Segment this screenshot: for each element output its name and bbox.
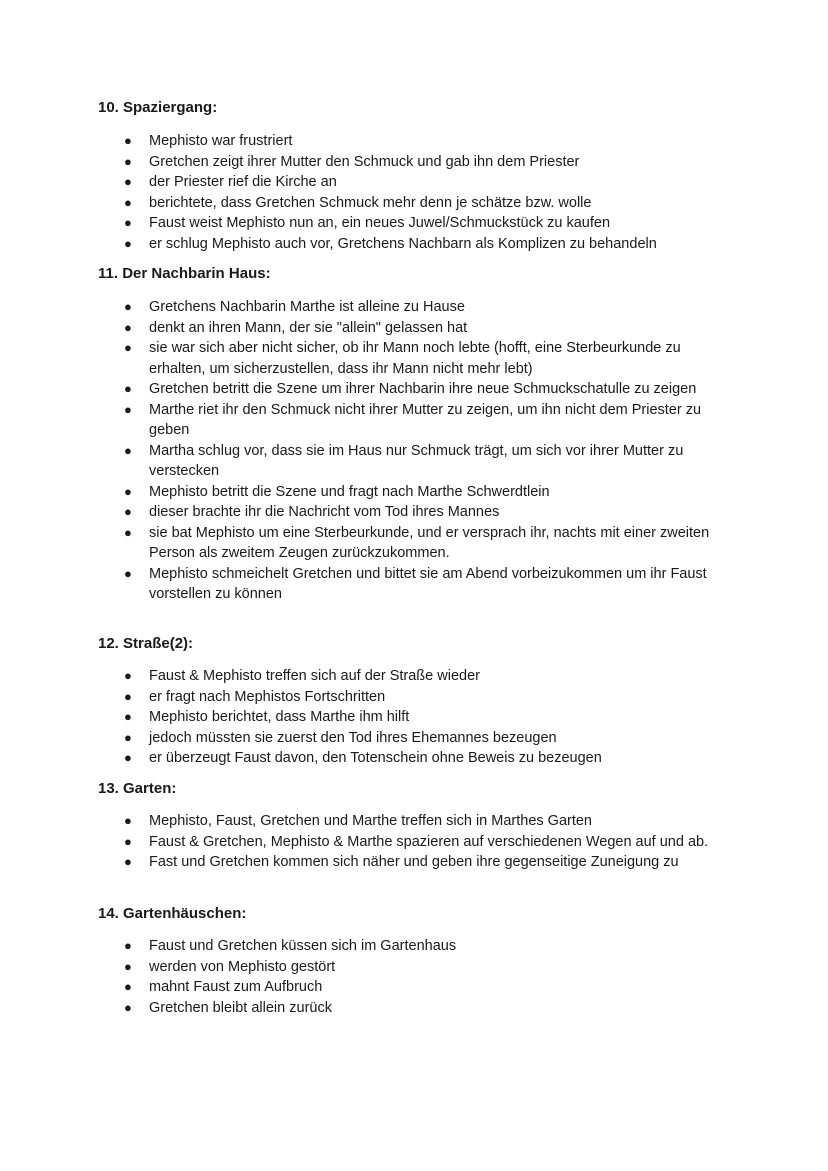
bullet-icon: ● [124,709,132,724]
bullet-icon: ● [124,813,132,828]
bullet-icon: ● [124,565,132,581]
bullet-icon: ● [124,215,132,230]
list-item: ● Faust und Gretchen küssen sich im Gartenhaus [0,936,729,957]
bullet-list [0,936,828,1018]
bullet-icon: ● [124,235,132,251]
list-item: ● Mephisto berichtet, dass Marthe ihm hilft [0,707,729,728]
list-item: ● jedoch müssten sie zuerst den Tod ihres Ehemannes bezeugen [0,728,729,749]
list-item: ● denkt an ihren Mann, der sie "allein" gelassen hat [0,318,729,339]
list-item: ● der Priester rief die Kirche an [0,172,729,193]
section-heading: 10. Spaziergang: [98,99,218,116]
list-item: ● Faust & Mephisto treffen sich auf der Straße wieder [0,666,729,687]
list-item: ● Faust & Gretchen, Mephisto & Marthe spazieren auf verschiedenen Wegen auf und ab. [0,832,729,853]
section-heading: 12. Straße(2): [98,635,194,652]
list-item: ● Mephisto war frustriert [0,131,729,152]
list-item: ● Gretchen betritt die Szene um ihrer Nachbarin ihre neue Schmuckschatulle zu zeigen [0,379,729,400]
list-item: ● Gretchen bleibt allein zurück [0,998,729,1019]
list-item: ● mahnt Faust zum Aufbruch [0,977,729,998]
bullet-icon: ● [124,194,132,210]
bullet-icon: ● [124,401,132,417]
list-item: ● er schlug Mephisto auch vor, Gretchens Nachbarn als Komplizen zu behandeln [0,234,729,255]
bullet-icon: ● [124,319,132,335]
bullet-icon: ● [124,442,132,458]
bullet-icon: ● [124,750,132,765]
bullet-icon: ● [124,133,132,148]
list-item: ● er überzeugt Faust davon, den Totenschein ohne Beweis zu bezeugen [0,748,729,769]
list-item: ● Fast und Gretchen kommen sich näher und geben ihre gegenseitige Zuneigung zu [0,852,729,873]
list-item: ● er fragt nach Mephistos Fortschritten [0,687,729,708]
list-item: ● Mephisto betritt die Szene und fragt nach Marthe Schwerdtlein [0,482,729,503]
bullet-icon: ● [124,340,132,355]
bullet-icon: ● [124,381,132,396]
list-item: ● dieser brachte ihr die Nachricht vom Tod ihres Mannes [0,502,729,523]
list-item: ● Marthe riet ihr den Schmuck nicht ihrer Mutter zu zeigen, um ihn nicht dem Priester zu geben [124,401,702,438]
bullet-icon: ● [124,504,132,519]
list-item: ● Mephisto schmeichelt Gretchen und bittet sie am Abend vorbeizukommen um ihr Faust vorstellen zu können [124,565,707,602]
list-item: ● Gretchen zeigt ihrer Mutter den Schmuck und gab ihn dem Priester [0,152,729,173]
list-item: ● Faust weist Mephisto nun an, ein neues Juwel/Schmuckstück zu kaufen [0,213,729,234]
bullet-list [0,811,828,873]
bullet-list [0,666,828,769]
bullet-icon: ● [124,938,132,953]
bullet-icon: ● [124,483,132,499]
list-item: ● sie war sich aber nicht sicher, ob ihr Mann noch lebte (hofft, eine Sterbeurkunde zu erhalten, um sicherzustellen, dass ihr Mann nicht mehr lebt) [124,340,681,377]
bullet-icon: ● [124,979,132,994]
list-item: ● berichtete, dass Gretchen Schmuck mehr denn je schätze bzw. wolle [0,193,729,214]
bullet-icon: ● [124,729,132,745]
list-item: ● werden von Mephisto gestört [0,957,729,978]
list-item: ● sie bat Mephisto um eine Sterbeurkunde, und er versprach ihr, nachts mit einer zweiten Person als zweitem Zeugen zurückzukommen. [124,524,710,561]
bullet-icon: ● [124,524,132,540]
list-item: ● Martha schlug vor, dass sie im Haus nur Schmuck trägt, um sich vor ihrer Mutter zu verstecken [124,442,684,479]
bullet-icon: ● [124,299,132,314]
bullet-icon: ● [124,958,132,974]
bullet-icon: ● [124,668,132,683]
section-heading: 13. Garten: [98,780,177,797]
list-item: ● Gretchens Nachbarin Marthe ist alleine zu Hause [0,297,729,318]
section-heading: 14. Gartenhäuschen: [98,905,247,922]
bullet-icon: ● [124,688,132,704]
list-item: ● Mephisto, Faust, Gretchen und Marthe treffen sich in Marthes Garten [0,811,729,832]
bullet-icon: ● [124,153,132,169]
bullet-icon: ● [124,854,132,869]
bullet-icon: ● [124,174,132,189]
bullet-list [0,297,828,605]
bullet-icon: ● [124,833,132,849]
bullet-icon: ● [124,999,132,1015]
section-heading: 11. Der Nachbarin Haus: [98,265,271,282]
bullet-list [0,131,828,254]
